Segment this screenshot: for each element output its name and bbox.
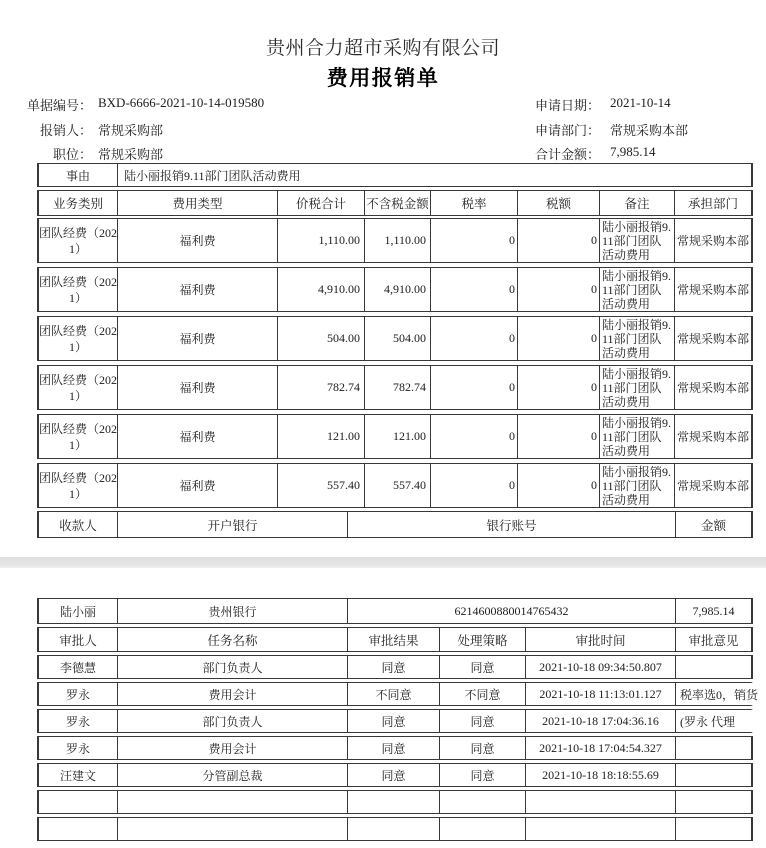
- cell-strategy: [439, 791, 525, 813]
- cell-strategy: 同意: [439, 737, 525, 759]
- cell-remark: 陆小丽报销9.11部门团队活动费用: [599, 219, 674, 262]
- cell-opinion: 税率选0，销货: [675, 683, 751, 705]
- cell-tax: 0: [517, 317, 599, 360]
- cell-remark: 陆小丽报销9.11部门团队活动费用: [599, 464, 674, 507]
- doc-number-value: BXD-6666-2021-10-14-019580: [98, 95, 265, 110]
- cell-task: 费用会计: [117, 737, 347, 759]
- cell-time: 2021-10-18 18:18:55.69: [525, 764, 675, 786]
- cell-net: 504.00: [364, 317, 430, 360]
- position-label: 职位：: [52, 147, 92, 162]
- col-approval-result: 审批结果: [347, 628, 439, 651]
- col-tax-rate: 税率: [430, 191, 517, 215]
- apply-dept-label: 申请部门：: [534, 123, 600, 138]
- cell-dept: 常规采购本部: [674, 219, 751, 262]
- cell-opinion: [675, 791, 751, 813]
- cell-category: 团队经费（2021）: [39, 324, 117, 354]
- cell-gross: 1,110.00: [277, 219, 364, 262]
- cell-gross: 121.00: [277, 415, 364, 458]
- reason-row: [37, 163, 753, 187]
- cell-approver: 李德慧: [59, 660, 96, 675]
- cell-approver: [39, 791, 117, 813]
- expense-row: [37, 414, 753, 459]
- col-bank: 开户银行: [117, 512, 347, 537]
- cell-gross: 504.00: [277, 317, 364, 360]
- cell-result: 同意: [347, 764, 439, 786]
- cell-dept: 常规采购本部: [674, 268, 751, 311]
- cell-net: 1,110.00: [364, 219, 430, 262]
- payee-value-row: [37, 598, 753, 624]
- cell-result: 同意: [347, 710, 439, 732]
- cell-remark: 陆小丽报销9.11部门团队活动费用: [599, 366, 674, 409]
- apply-date-value: 2021-10-14: [610, 95, 671, 110]
- cell-rate: 0: [430, 268, 517, 311]
- cell-type: 福利费: [117, 268, 277, 311]
- col-bank-account: 银行账号: [347, 512, 675, 537]
- cell-result: 同意: [347, 656, 439, 678]
- cell-gross: 4,910.00: [277, 268, 364, 311]
- form-title: 费用报销单: [326, 66, 440, 90]
- col-tax: 税额: [517, 191, 599, 215]
- cell-task: [117, 818, 347, 840]
- col-task-name: 任务名称: [117, 628, 347, 651]
- col-payee: 收款人: [59, 518, 97, 533]
- cell-strategy: 同意: [439, 710, 525, 732]
- col-approval-time: 审批时间: [525, 628, 675, 651]
- cell-category: 团队经费（2021）: [39, 226, 117, 256]
- col-approval-opinion: 审批意见: [675, 628, 751, 651]
- cell-net: 557.40: [364, 464, 430, 507]
- cell-task: 费用会计: [117, 683, 347, 705]
- cell-dept: 常规采购本部: [674, 464, 751, 507]
- col-bearing-dept: 承担部门: [674, 191, 751, 215]
- cell-time: 2021-10-18 09:34:50.807: [525, 656, 675, 678]
- approval-row: [37, 763, 753, 787]
- cell-time: [525, 791, 675, 813]
- reason-label: 事由: [65, 168, 90, 183]
- cell-approver: 罗永: [65, 741, 90, 756]
- cell-rate: 0: [430, 415, 517, 458]
- cell-category: 团队经费（2021）: [39, 422, 117, 452]
- cell-strategy: 不同意: [439, 683, 525, 705]
- cell-opinion: [675, 656, 751, 678]
- expense-row: [37, 267, 753, 312]
- cell-result: [347, 791, 439, 813]
- cell-net: 782.74: [364, 366, 430, 409]
- cell-tax: 0: [517, 366, 599, 409]
- position-value: 常规采购部: [98, 147, 164, 162]
- cell-rate: 0: [430, 317, 517, 360]
- cell-time: 2021-10-18 11:13:01.127: [525, 683, 675, 705]
- cell-task: [117, 791, 347, 813]
- cell-opinion: (罗永 代理: [675, 710, 751, 732]
- cell-rate: 0: [430, 219, 517, 262]
- approval-row-empty: [37, 790, 753, 814]
- apply-date-label: 申请日期：: [534, 98, 600, 113]
- cell-type: 福利费: [117, 464, 277, 507]
- payee-name: 陆小丽: [59, 604, 96, 619]
- apply-dept-value: 常规采购本部: [610, 123, 689, 138]
- cell-approver: 汪建文: [59, 768, 96, 783]
- cell-remark: 陆小丽报销9.11部门团队活动费用: [599, 268, 674, 311]
- page-separator: [0, 557, 766, 568]
- claimant-value: 常规采购部: [98, 123, 164, 138]
- payee-amount: 7,985.14: [675, 599, 751, 623]
- cell-time: [525, 818, 675, 840]
- meta-row-2: [0, 120, 766, 136]
- approval-row: [37, 682, 759, 706]
- cell-task: 部门负责人: [117, 710, 347, 732]
- cell-tax: 0: [517, 464, 599, 507]
- cell-category: 团队经费（2021）: [39, 275, 117, 305]
- cell-tax: 0: [517, 415, 599, 458]
- cell-tax: 0: [517, 219, 599, 262]
- cell-remark: 陆小丽报销9.11部门团队活动费用: [599, 415, 674, 458]
- col-net-amount: 不含税金额: [364, 191, 430, 215]
- cell-rate: 0: [430, 464, 517, 507]
- payee-bank: 贵州银行: [117, 599, 347, 623]
- company-title: 贵州合力超市采购有限公司: [265, 38, 500, 59]
- expense-row: [37, 316, 753, 361]
- cell-strategy: [439, 818, 525, 840]
- cell-net: 121.00: [364, 415, 430, 458]
- payee-header-row: [37, 511, 753, 538]
- cell-gross: 782.74: [277, 366, 364, 409]
- total-amount-value: 7,985.14: [610, 144, 656, 159]
- doc-number-label: 单据编号：: [26, 98, 92, 113]
- cell-dept: 常规采购本部: [674, 415, 751, 458]
- approval-row: [37, 655, 753, 679]
- col-business-category: 业务类别: [52, 197, 103, 211]
- cell-result: 不同意: [347, 683, 439, 705]
- cell-approver: 罗永: [65, 714, 90, 729]
- cell-strategy: 同意: [439, 656, 525, 678]
- cell-strategy: 同意: [439, 764, 525, 786]
- col-gross-amount: 价税合计: [277, 191, 364, 215]
- col-amount: 金额: [675, 512, 751, 537]
- approval-row-empty: [37, 817, 753, 841]
- approval-row: [37, 709, 753, 733]
- cell-type: 福利费: [117, 219, 277, 262]
- expense-row: [37, 463, 753, 508]
- payee-account: 6214600880014765432: [347, 599, 675, 623]
- cell-approver: 罗永: [65, 687, 90, 702]
- cell-type: 福利费: [117, 317, 277, 360]
- cell-opinion: [675, 737, 751, 759]
- expense-row: [37, 218, 753, 263]
- cell-category: 团队经费（2021）: [39, 471, 117, 501]
- approval-header-row: [37, 627, 753, 652]
- cell-remark: 陆小丽报销9.11部门团队活动费用: [599, 317, 674, 360]
- cell-opinion: [675, 818, 751, 840]
- cell-dept: 常规采购本部: [674, 366, 751, 409]
- cell-result: 同意: [347, 737, 439, 759]
- cell-rate: 0: [430, 366, 517, 409]
- cell-tax: 0: [517, 268, 599, 311]
- cell-dept: 常规采购本部: [674, 317, 751, 360]
- expense-header-row: [37, 190, 753, 216]
- cell-gross: 557.40: [277, 464, 364, 507]
- approval-row: [37, 736, 753, 760]
- cell-type: 福利费: [117, 366, 277, 409]
- cell-result: [347, 818, 439, 840]
- cell-approver: [39, 818, 117, 840]
- cell-task: 分管副总裁: [117, 764, 347, 786]
- meta-row-3: [0, 144, 766, 160]
- cell-task: 部门负责人: [117, 656, 347, 678]
- cell-time: 2021-10-18 17:04:36.16: [525, 710, 675, 732]
- col-approver: 审批人: [59, 633, 97, 648]
- cell-opinion: [675, 764, 751, 786]
- meta-row-1: [0, 95, 766, 111]
- col-handling-strategy: 处理策略: [439, 628, 525, 651]
- cell-category: 团队经费（2021）: [39, 373, 117, 403]
- expense-row: [37, 365, 753, 410]
- col-remark: 备注: [599, 191, 674, 215]
- total-amount-label: 合计金额：: [534, 147, 600, 162]
- cell-type: 福利费: [117, 415, 277, 458]
- cell-time: 2021-10-18 17:04:54.327: [525, 737, 675, 759]
- reason-value: 陆小丽报销9.11部门团队活动费用: [117, 164, 751, 186]
- col-expense-type: 费用类型: [117, 191, 277, 215]
- cell-net: 4,910.00: [364, 268, 430, 311]
- claimant-label: 报销人：: [39, 123, 92, 138]
